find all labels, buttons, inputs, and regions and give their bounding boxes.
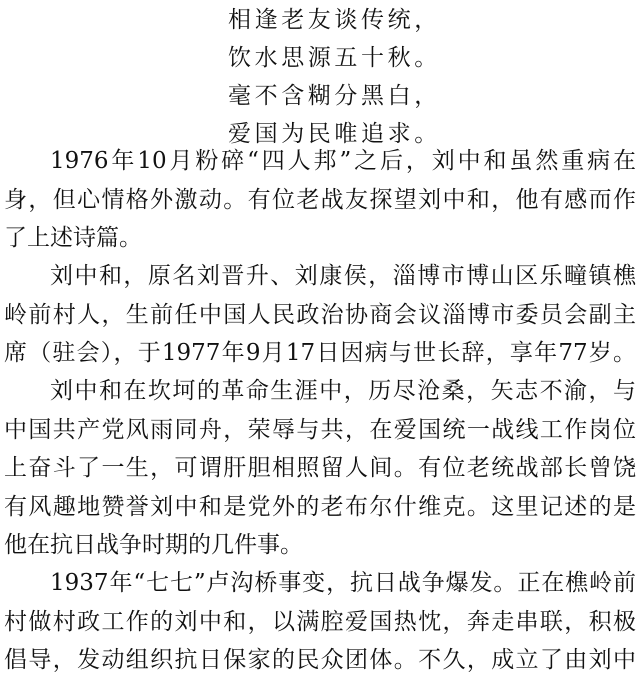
paragraph-line: 刘中和在坎坷的革命生涯中，历尽沧桑，矢志不渝，与 <box>50 378 636 404</box>
paragraph-1 <box>4 144 636 260</box>
poem-line: 毫不含糊分黑白， <box>228 83 441 109</box>
paragraph-line: 岭前村人，生前任中国人民政治协商会议淄博市委员会副主 <box>4 301 636 328</box>
paragraph-line: 了上述诗篇。 <box>4 225 142 251</box>
poem-line: 饮水思源五十秋。 <box>228 45 441 71</box>
paragraph-line: 席（驻会），于1977年9月17日因病与世长辞，享年77岁。 <box>4 340 636 366</box>
paragraph-line: 村做村政工作的刘中和，以满腔爱国热忱，奔走串联，积极 <box>4 608 636 635</box>
paragraph-line: 上奋斗了一生，可谓肝胆相照留人间。有位老统战部长曾饶 <box>4 455 636 481</box>
paragraph-4 <box>4 566 636 682</box>
paragraph-line: 中国共产党风雨同舟，荣辱与共，在爱国统一战线工作岗位 <box>4 416 636 443</box>
paragraph-line: 身，但心情格外激动。有位老战友探望刘中和，他有感而作 <box>4 186 636 213</box>
paragraph-line: 1976年10月粉碎“四人邦”之后，刘中和虽然重病在 <box>50 148 636 174</box>
poem <box>228 4 441 156</box>
paragraph-line: 他在抗日战争时期的几件事。 <box>4 532 303 558</box>
paragraph-line: 刘中和，原名刘晋升、刘康侯，淄博市博山区乐疃镇樵 <box>50 263 636 289</box>
paragraph-3 <box>4 374 636 567</box>
paragraph-2 <box>4 259 636 375</box>
poem-line: 爱国为民唯追求。 <box>228 121 441 147</box>
poem-line: 相逢老友谈传统， <box>228 7 441 33</box>
paragraph-line: 有风趣地赞誉刘中和是党外的老布尔什维克。这里记述的是 <box>4 493 636 520</box>
paragraph-line: 倡导，发动组织抗日保家的民众团体。不久，成立了由刘中 <box>4 647 636 673</box>
paragraph-line: 1937年“七七”卢沟桥事变，抗日战争爆发。正在樵岭前 <box>50 570 636 596</box>
